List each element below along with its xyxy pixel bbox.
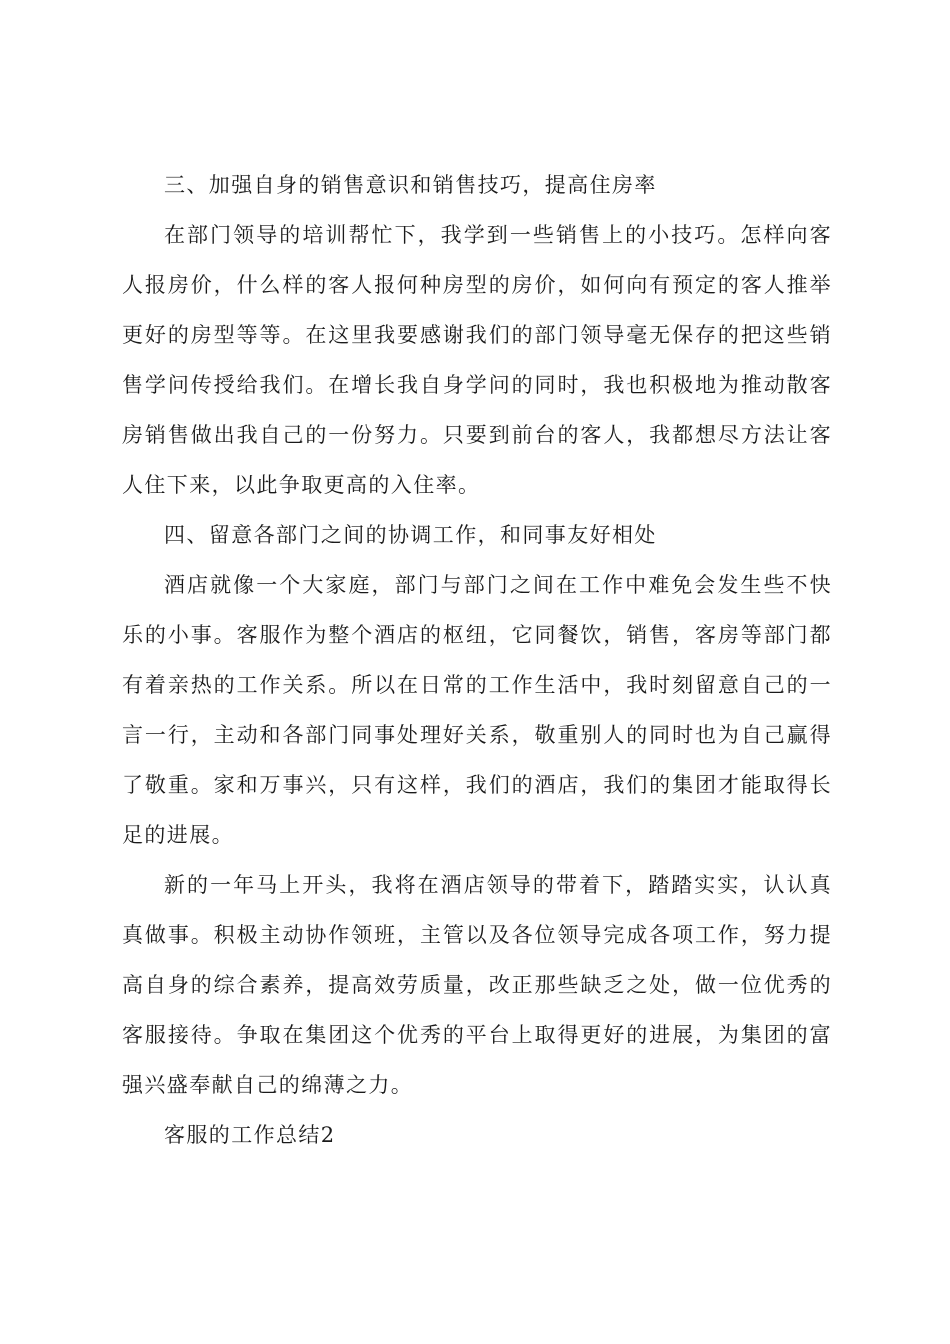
document-content — [122, 160, 832, 1160]
section-4-heading: 四、留意各部门之间的协调工作，和同事友好相处 — [164, 523, 657, 547]
closing-paragraph: 新的一年马上开头，我将在酒店领导的带着下，踏踏实实，认认真真做事。积极主动协作领班，主管以及各位领导完成各项工作，努力提高自身的综合素养，提高效劳质量，改正那些缺乏之处，做一位优秀的客服接待。争取在集团这个优秀的平台上取得更好的进展，为集团的富强兴盛奉献自己的绵薄之力。 — [122, 873, 832, 1097]
section-3-paragraph: 在部门领导的培训帮忙下，我学到一些销售上的小技巧。怎样向客人报房价，什么样的客人报何种房型的房价，如何向有预定的客人推举更好的房型等等。在这里我要感谢我们的部门领导毫无保存的把这些销售学问传授给我们。在增长我自身学问的同时，我也积极地为推动散客房销售做出我自己的一份努力。只要到前台的客人，我都想尽方法让客人住下来，以此争取更高的入住率。 — [122, 223, 832, 497]
section-4-paragraph: 酒店就像一个大家庭，部门与部门之间在工作中难免会发生些不快乐的小事。客服作为整个酒店的枢纽，它同餐饮，销售，客房等部门都有着亲热的工作关系。所以在日常的工作生活中，我时刻留意自己的一言一行，主动和各部门同事处理好关系，敬重别人的同时也为自己赢得了敬重。家和万事兴，只有这样，我们的酒店，我们的集团才能取得长足的进展。 — [122, 573, 832, 847]
section-3-heading: 三、加强自身的销售意识和销售技巧，提高住房率 — [164, 173, 657, 197]
next-section-title: 客服的工作总结2 — [164, 1123, 336, 1147]
